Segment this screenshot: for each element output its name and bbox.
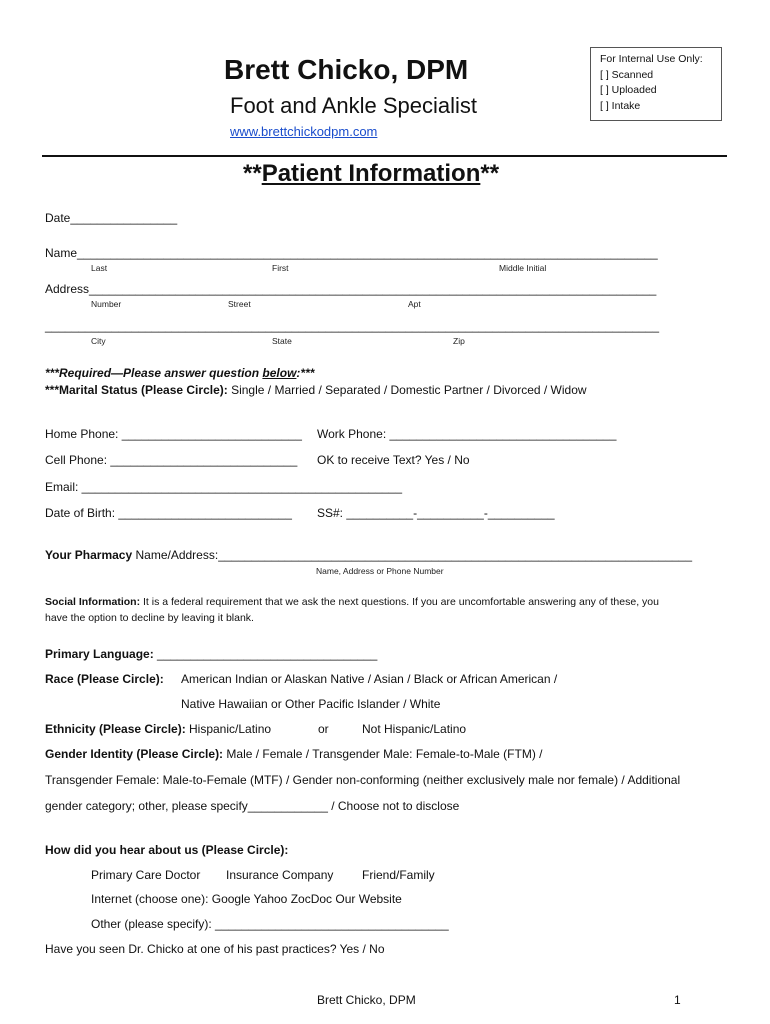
page-number: 1 xyxy=(674,993,681,1007)
referral-primary-care[interactable]: Primary Care Doctor xyxy=(91,868,201,882)
pharmacy-label: Your Pharmacy xyxy=(45,548,133,562)
internal-scanned: [ ] Scanned xyxy=(600,68,654,81)
required-below: below xyxy=(262,366,297,380)
website-link[interactable]: www.brettchickodpm.com xyxy=(230,124,378,139)
ssn-field[interactable]: SS#: __________-__________-__________ xyxy=(317,506,555,520)
text-ok-option[interactable]: OK to receive Text? Yes / No xyxy=(317,453,470,467)
pharmacy-line[interactable]: Name/Address:_______________________________________________________________________ xyxy=(132,548,693,562)
marital-status[interactable] xyxy=(45,383,587,397)
social-label: Social Information: xyxy=(45,596,141,608)
header-divider xyxy=(42,155,727,157)
specialty: Foot and Ankle Specialist xyxy=(230,93,478,118)
gender-label: Gender Identity (Please Circle): xyxy=(45,747,224,761)
referral-friend-family[interactable]: Friend/Family xyxy=(362,868,435,882)
internal-intake: [ ] Intake xyxy=(600,99,641,112)
past-practice-question[interactable]: Have you seen Dr. Chicko at one of his past practices? Yes / No xyxy=(45,942,385,956)
internal-use-title: For Internal Use Only: xyxy=(600,53,703,65)
form-title xyxy=(243,160,499,188)
footer-name: Brett Chicko, DPM xyxy=(317,993,416,1007)
home-phone-field[interactable]: Home Phone: ___________________________ xyxy=(45,427,302,441)
referral-insurance[interactable]: Insurance Company xyxy=(226,868,334,882)
race-options-2[interactable]: Native Hawaiian or Other Pacific Islander / White xyxy=(181,697,441,711)
gender-options-1[interactable]: Male / Female / Transgender Male: Female-to-Male (FTM) / xyxy=(223,747,543,761)
required-suffix: :*** xyxy=(296,366,315,380)
address-field[interactable]: Address_____________________________________________________________________________________ xyxy=(45,282,657,296)
dob-field[interactable]: Date of Birth: __________________________ xyxy=(45,506,292,520)
address-field-2[interactable]: ____________________________________________________________________________________________ xyxy=(45,319,659,333)
referral-internet[interactable]: Internet (choose one): Google Yahoo ZocDoc Our Website xyxy=(91,892,402,906)
address-sub-zip: Zip xyxy=(453,336,465,346)
gender-options-3[interactable]: gender category; other, please specify____________ / Choose not to disclose xyxy=(45,799,460,813)
pharmacy-field[interactable] xyxy=(45,548,692,562)
race-label: Race (Please Circle): xyxy=(45,672,164,686)
marital-label: ***Marital Status (Please Circle): xyxy=(45,383,228,397)
name-sub-middle: Middle Initial xyxy=(499,263,547,273)
doctor-name: Brett Chicko, DPM xyxy=(224,54,469,85)
language-label: Primary Language: xyxy=(45,647,154,661)
address-sub-street: Street xyxy=(228,299,251,309)
ethnicity-not-hispanic[interactable]: Not Hispanic/Latino xyxy=(362,722,467,736)
referral-label: How did you hear about us (Please Circle): xyxy=(45,843,289,857)
name-sub-first: First xyxy=(272,263,289,273)
required-notice xyxy=(45,366,314,380)
social-text-1: It is a federal requirement that we ask the next questions. If you are uncomfortable answering any of these, you xyxy=(140,596,659,608)
required-prefix: ***Required—Please answer question xyxy=(45,366,263,380)
pharmacy-sub: Name, Address or Phone Number xyxy=(316,566,444,576)
gender-options-2[interactable]: Transgender Female: Male-to-Female (MTF) / Gender non-conforming (neither exclusively male nor female) / Additional xyxy=(45,773,681,787)
work-phone-field[interactable]: Work Phone: __________________________________ xyxy=(317,427,617,441)
social-info-text-2: have the option to decline by leaving it blank. xyxy=(45,612,254,624)
ethnicity-or: or xyxy=(318,722,329,736)
internal-use-box xyxy=(590,47,722,121)
language-line[interactable]: _________________________________ xyxy=(153,647,378,661)
title-suffix: ** xyxy=(480,160,500,187)
name-field[interactable]: Name_______________________________________________________________________________________ xyxy=(45,246,658,260)
title-prefix: ** xyxy=(243,160,262,187)
ethnicity-hispanic[interactable]: Hispanic/Latino xyxy=(189,722,272,736)
date-field[interactable]: Date________________ xyxy=(45,211,178,225)
cell-phone-field[interactable]: Cell Phone: ____________________________ xyxy=(45,453,298,467)
gender-identity[interactable] xyxy=(45,747,543,761)
referral-other[interactable]: Other (please specify): ___________________________________ xyxy=(91,917,449,931)
email-field[interactable]: Email: ________________________________________________ xyxy=(45,480,403,494)
internal-uploaded: [ ] Uploaded xyxy=(600,84,657,96)
ethnicity-label: Ethnicity (Please Circle): xyxy=(45,722,186,736)
marital-options[interactable]: Single / Married / Separated / Domestic Partner / Divorced / Widow xyxy=(227,383,587,397)
race-options-1[interactable]: American Indian or Alaskan Native / Asian / Black or African American / xyxy=(181,672,558,686)
address-sub-state: State xyxy=(272,336,292,346)
address-sub-city: City xyxy=(91,336,106,346)
name-sub-last: Last xyxy=(91,263,108,273)
address-sub-apt: Apt xyxy=(408,299,421,309)
address-sub-number: Number xyxy=(91,299,122,309)
title-text: Patient Information xyxy=(261,160,481,187)
social-info-text xyxy=(45,596,659,608)
primary-language-field[interactable] xyxy=(45,647,377,661)
